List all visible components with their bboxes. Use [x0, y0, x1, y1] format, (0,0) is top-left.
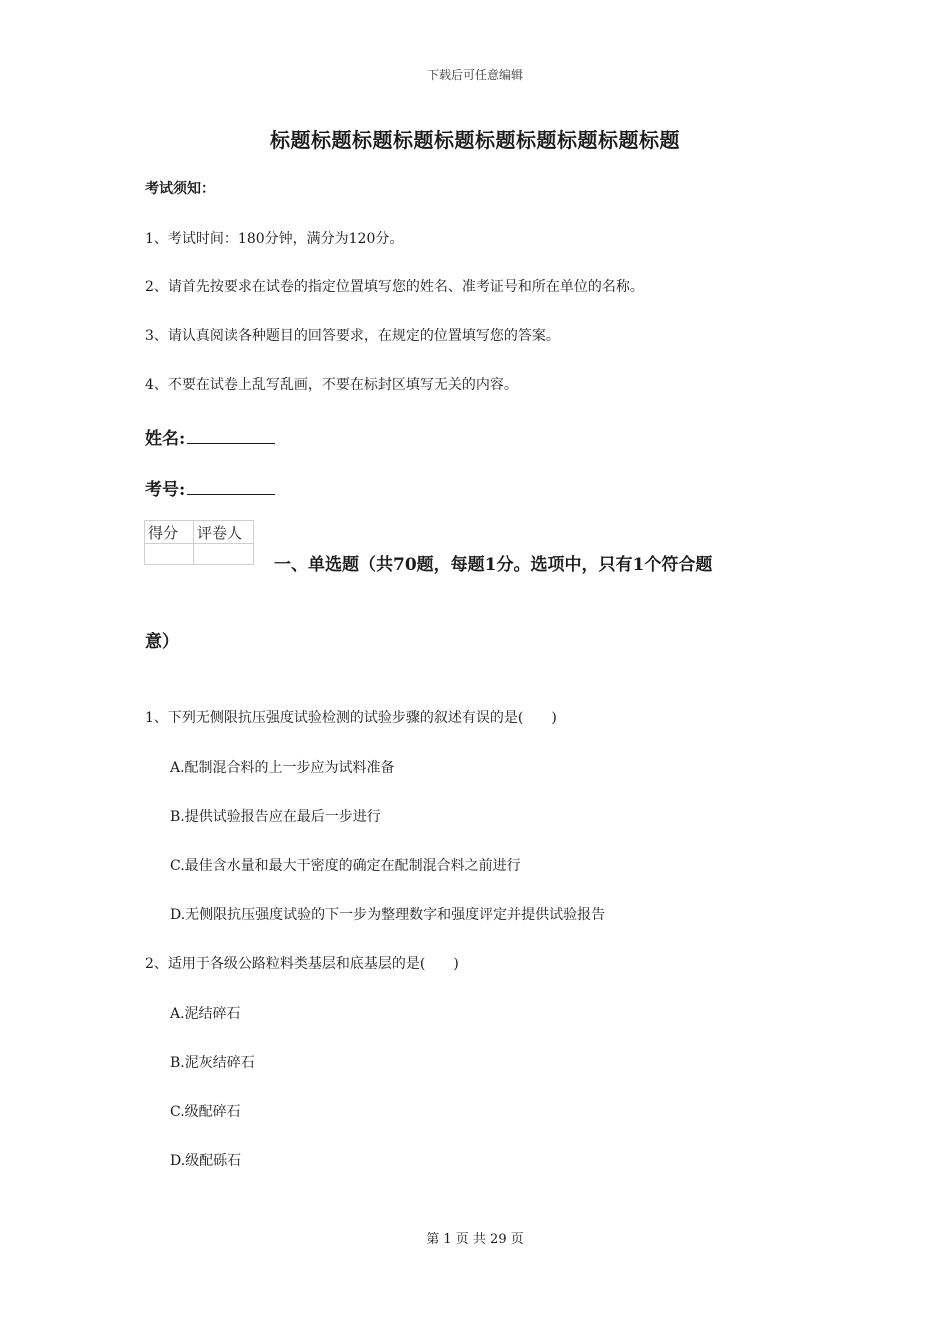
- page-footer: 第 1 页 共 29 页: [426, 1232, 524, 1247]
- question-option: A.配制混合料的上一步应为试料准备: [170, 760, 395, 776]
- score-cell[interactable]: [145, 544, 194, 565]
- score-table: [144, 520, 254, 565]
- question-option: C.最佳含水量和最大干密度的确定在配制混合料之前进行: [170, 858, 521, 874]
- notice-heading: 考试须知：: [145, 181, 215, 197]
- id-field: [145, 475, 275, 500]
- question-stem: 1、下列无侧限抗压强度试验检测的试验步骤的叙述有误的是( ): [145, 710, 557, 726]
- section-title-continued: 意）: [145, 632, 179, 652]
- name-label: 姓名:: [145, 429, 186, 449]
- notice-rule: 4、不要在试卷上乱写乱画，不要在标封区填写无关的内容。: [145, 377, 518, 393]
- name-blank[interactable]: [187, 425, 275, 444]
- grader-cell[interactable]: [194, 544, 254, 565]
- score-header: 得分: [145, 521, 194, 544]
- grader-header: 评卷人: [194, 521, 254, 544]
- name-field: [145, 424, 275, 449]
- header-note: 下载后可任意编辑: [426, 68, 523, 82]
- question-option: D.无侧限抗压强度试验的下一步为整理数字和强度评定并提供试验报告: [170, 907, 606, 923]
- notice-rule: 3、请认真阅读各种题目的回答要求，在规定的位置填写您的答案。: [145, 328, 560, 344]
- id-label: 考号:: [145, 480, 186, 500]
- question-option: B.提供试验报告应在最后一步进行: [170, 809, 381, 825]
- section-title: 一、单选题（共70题，每题1分。选项中，只有1个符合题: [274, 555, 713, 575]
- id-blank[interactable]: [187, 476, 275, 495]
- document-title: 标题标题标题标题标题标题标题标题标题标题: [270, 128, 680, 152]
- notice-rule: 2、请首先按要求在试卷的指定位置填写您的姓名、准考证号和所在单位的名称。: [145, 279, 644, 295]
- question-option: B.泥灰结碎石: [170, 1055, 255, 1071]
- question-stem: 2、适用于各级公路粒料类基层和底基层的是( ): [145, 956, 459, 972]
- question-option: C.级配碎石: [170, 1104, 241, 1120]
- question-option: A.泥结碎石: [170, 1006, 241, 1022]
- notice-rule: 1、考试时间：180分钟，满分为120分。: [145, 231, 404, 247]
- question-option: D.级配砾石: [170, 1153, 242, 1169]
